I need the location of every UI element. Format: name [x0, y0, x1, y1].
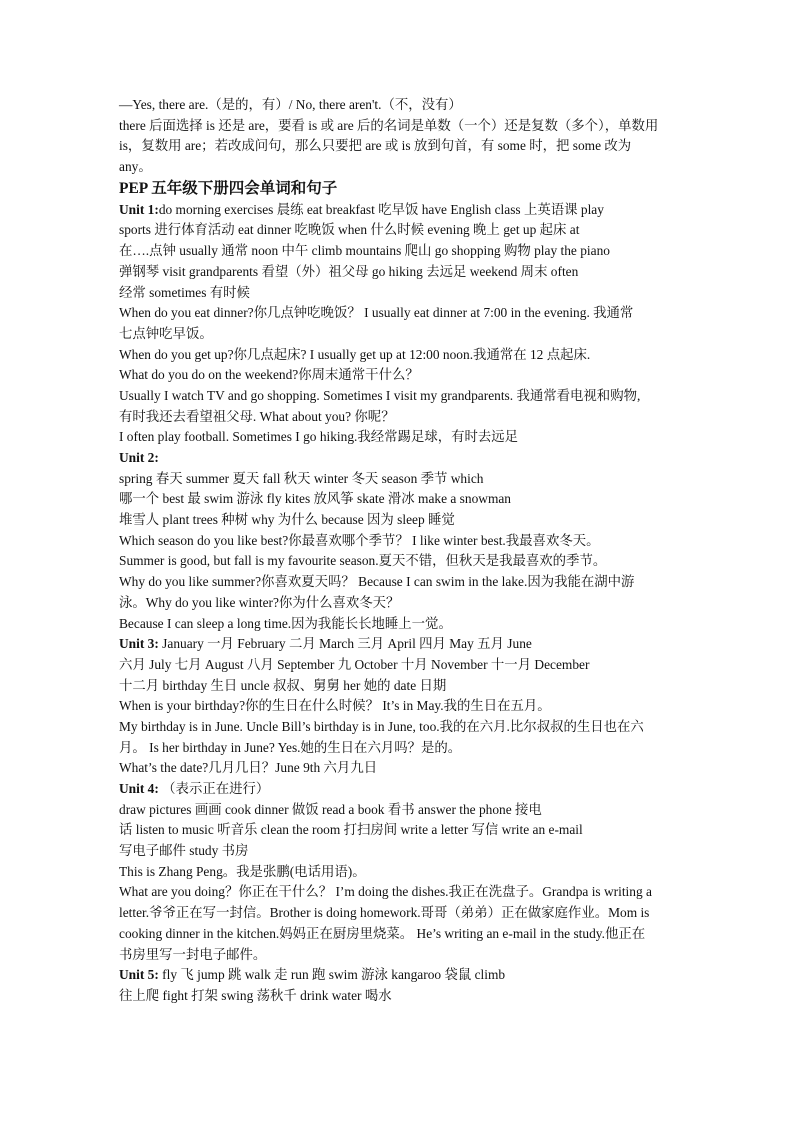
unit-4-label: Unit 4:	[119, 781, 159, 796]
unit-2-line: 哪一个 best 最 swim 游泳 fly kites 放风筝 skate 滑冰 make a snowman	[119, 491, 512, 507]
unit-4-line: letter.爷爷正在写一封信。Brother is doing homework.哥哥（弟弟）正在做家庭作业。Mom is	[119, 905, 650, 921]
unit-4-line: cooking dinner in the kitchen.妈妈正在厨房里烧菜。 He’s writing an e-mail in the study.他正在	[119, 925, 646, 941]
document-page	[119, 95, 694, 1007]
unit-2-line: Which season do you like best?你最喜欢哪个季节？ I like winter best.我最喜欢冬天。	[119, 532, 600, 548]
unit-1-label: Unit 1:	[119, 201, 159, 217]
unit-1-line-text: do morning exercises 晨练 eat breakfast 吃早饭 have English class 上英语课 play	[158, 201, 604, 217]
unit-5-line-text: fly 飞 jump 跳 walk 走 run 跑 swim 游泳 kangaroo 袋鼠 climb	[158, 967, 506, 983]
unit-2-line: Because I can sleep a long time.因为我能长长地睡上一觉。	[119, 615, 452, 631]
unit-3-line-text: January 一月 February 二月 March 三月 April 四月 May 五月 June	[158, 636, 532, 652]
unit-1-line: 七点钟吃早饭。	[119, 325, 213, 341]
unit-1-line: What do you do on the weekend?你周末通常干什么？	[119, 367, 419, 383]
unit-2-line: 泳。Why do you like winter?你为什么喜欢冬天？	[119, 594, 400, 610]
intro-line: —Yes, there are.（是的，有）/ No, there aren't.（不，没有）	[119, 97, 462, 112]
unit-2-line: 堆雪人 plant trees 种树 why 为什么 because 因为 sleep 睡觉	[119, 512, 455, 528]
unit-2-line: Why do you like summer?你喜欢夏天吗？ Because I can swim in the lake.因为我能在湖中游	[119, 574, 635, 590]
intro-line: there 后面选择 is 还是 are，要看 is 或 are 后的名词是单数（一个）还是复数（多个），单数用	[119, 117, 659, 133]
unit-1-line: sports 进行体育活动 eat dinner 吃晚饭 when 什么时候 evening 晚上 get up 起床 at	[119, 222, 580, 238]
unit-3-line: 六月 July 七月 August 八月 September 九 October 十月 November 十一月 December	[119, 656, 590, 672]
unit-1-line: Usually I watch TV and go shopping. Sometimes I visit my grandparents. 我通常看电视和购物,	[119, 387, 641, 403]
intro-line: any。	[119, 159, 152, 175]
unit-2-section	[119, 448, 694, 634]
unit-2-line: Summer is good, but fall is my favourite season.夏天不错，但秋天是我最喜欢的季节。	[119, 553, 607, 569]
intro-line: is，复数用 are；若改成问句，那么只要把 are 或 is 放到句首，有 some 时，把 some 改为	[119, 138, 632, 154]
unit-1-line: When do you get up?你几点起床? I usually get up at 12:00 noon.我通常在 12 点起床.	[119, 346, 591, 362]
unit-4-line: 书房里写一封电子邮件。	[119, 946, 267, 962]
unit-1-line: I often play football. Sometimes I go hiking.我经常踢足球，有时去远足	[119, 429, 519, 445]
unit-4-first-line	[119, 779, 694, 800]
unit-3-line: 十二月 birthday 生日 uncle 叔叔、舅舅 her 她的 date 日期	[119, 677, 447, 693]
unit-1-line: 经常 sometimes 有时候	[119, 284, 250, 300]
section-title: PEP 五年级下册四会单词和句子	[119, 179, 338, 197]
unit-3-label: Unit 3:	[119, 636, 159, 652]
intro-section	[119, 95, 694, 178]
unit-1-line: 在….点钟 usually 通常 noon 中午 climb mountains 爬山 go shopping 购物 play the piano	[119, 243, 610, 259]
unit-4-section	[119, 779, 694, 965]
unit-1-line: 弹钢琴 visit grandparents 看望（外）祖父母 go hiking 去远足 weekend 周末 often	[119, 263, 579, 279]
unit-5-line: 往上爬 fight 打架 swing 荡秋千 drink water 喝水	[119, 987, 392, 1003]
unit-4-line: This is Zhang Peng。我是张鹏(电话用语)。	[119, 863, 366, 879]
unit-4-line: What are you doing？你正在干什么？ I’m doing the dishes.我正在洗盘子。Grandpa is writing a	[119, 884, 652, 900]
unit-1-line: 有时我还去看望祖父母. What about you? 你呢？	[119, 408, 395, 424]
unit-4-line: draw pictures 画画 cook dinner 做饭 read a book 看书 answer the phone 接电	[119, 801, 542, 817]
unit-1-line: When do you eat dinner?你几点钟吃晚饭？ I usually eat dinner at 7:00 in the evening. 我通常	[119, 305, 634, 321]
unit-4-line: 话 listen to music 听音乐 clean the room 打扫房间 write a letter 写信 write an e-mail	[119, 822, 583, 838]
unit-5-label: Unit 5:	[119, 967, 159, 983]
unit-1-section	[119, 200, 694, 448]
unit-3-section	[119, 634, 694, 779]
unit-4-line-text: （表示正在进行）	[158, 781, 270, 796]
unit-3-first-line	[119, 634, 694, 655]
unit-5-section	[119, 965, 694, 1006]
unit-2-line: spring 春天 summer 夏天 fall 秋天 winter 冬天 season 季节 which	[119, 470, 484, 486]
unit-4-line: 写电子邮件 study 书房	[119, 843, 249, 859]
unit-3-line: What’s the date?几月几日？June 9th 六月九日	[119, 760, 378, 776]
unit-3-line: My birthday is in June. Uncle Bill’s birthday is in June, too.我的在六月.比尔叔叔的生日也在六	[119, 718, 644, 734]
unit-5-first-line	[119, 965, 694, 986]
unit-3-line: When is your birthday?你的生日在什么时候？ It’s in May.我的生日在五月。	[119, 698, 551, 714]
unit-1-first-line	[119, 200, 694, 221]
unit-2-label-line	[119, 448, 694, 469]
unit-3-line: 月。 Is her birthday in June? Yes.她的生日在六月吗？是的。	[119, 739, 462, 755]
unit-2-label: Unit 2:	[119, 450, 159, 465]
